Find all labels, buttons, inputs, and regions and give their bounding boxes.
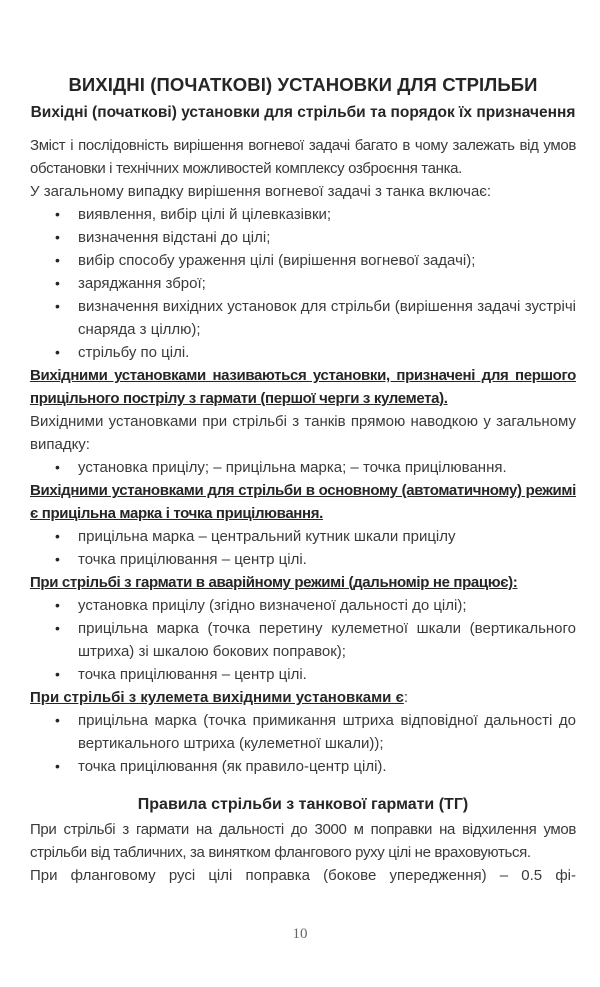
bullet-icon: • — [55, 666, 60, 682]
list-item: • прицільна марка – центральний кутник шкали прицілу — [30, 525, 576, 548]
mg-list — [30, 709, 576, 778]
mg-heading: При стрільбі з кулемета вихідними установками є — [30, 689, 404, 706]
list-item: • точка прицілювання – центр цілі. — [30, 663, 576, 686]
intro-paragraph: Зміст і послідовність вирішення вогневої задачі багато в чому залежать від умов обстановки і технічних можливостей комплексу озброєння танка. — [30, 137, 576, 177]
section-subtitle: Вихідні (початкові) установки для стрільби та порядок їх призначення — [30, 104, 576, 121]
direct-fire-intro: Вихідними установками при стрільбі з танків прямою наводкою у загальному випадку: — [30, 413, 576, 453]
bullet-icon: • — [55, 712, 60, 728]
bullet-icon: • — [55, 275, 60, 291]
steps-list — [30, 203, 576, 364]
bullet-icon: • — [55, 344, 60, 360]
list-item: • стрільбу по цілі. — [30, 341, 576, 364]
emergency-heading: При стрільбі з гармати в аварійному режимі (дальномір не працює): — [30, 574, 518, 591]
bullet-icon: • — [55, 620, 60, 636]
list-item: • прицільна марка (точка примикання штриха відповідної дальності до вертикального штриха (кулеметної шкали)); — [30, 709, 576, 755]
page-title: ВИХІДНІ (ПОЧАТКОВІ) УСТАНОВКИ ДЛЯ СТРІЛЬБИ — [68, 74, 538, 95]
list-item: • точка прицілювання (як правило-центр цілі). — [30, 755, 576, 778]
rules-paragraph-1: При стрільбі з гармати на дальності до 3000 м поправки на відхилення умов стрільби від табличних, за винятком флангового руху цілі не враховуються. — [30, 821, 576, 861]
mg-heading-line: При стрільбі з кулемета вихідними установками є: — [30, 689, 409, 706]
page-content — [30, 70, 576, 887]
auto-mode-heading: Вихідними установками для стрільби в основному (автоматичному) режимі є прицільна марка і точка прицілювання. — [30, 482, 576, 522]
page-number: 10 — [292, 926, 308, 942]
list-item: • визначення вихідних установок для стрільби (вирішення задачі зустрічі снаряда з ціллю); — [30, 295, 576, 341]
bullet-icon: • — [55, 229, 60, 245]
list-item: • установка прицілу; – прицільна марка; – точка прицілювання. — [30, 456, 576, 479]
general-case-paragraph: У загальному випадку вирішення вогневої задачі з танка включає: — [30, 183, 492, 200]
list-item: • точка прицілювання – центр цілі. — [30, 548, 576, 571]
list-item: • виявлення, вибір цілі й цілевказівки; — [30, 203, 576, 226]
bullet-icon: • — [55, 459, 60, 475]
list-item: • установка прицілу (згідно визначеної дальності до цілі); — [30, 594, 576, 617]
rules-paragraph-2: При фланговому русі цілі поправка (бокове упередження) – 0.5 фі- — [30, 867, 576, 884]
list-item: • прицільна марка (точка перетину кулеметної шкали (вертикального штриха) зі шкалою бокових поправок); — [30, 617, 576, 663]
bullet-icon: • — [55, 252, 60, 268]
list-item: • визначення відстані до цілі; — [30, 226, 576, 249]
bullet-icon: • — [55, 528, 60, 544]
emergency-list — [30, 594, 576, 686]
auto-mode-list — [30, 525, 576, 571]
list-item: • вибір способу ураження цілі (вирішення вогневої задачі); — [30, 249, 576, 272]
rules-title: Правила стрільби з танкової гармати (ТГ) — [137, 796, 469, 813]
bullet-icon: • — [55, 298, 60, 314]
bullet-icon: • — [55, 758, 60, 774]
bullet-icon: • — [55, 206, 60, 222]
list-item: • заряджання зброї; — [30, 272, 576, 295]
direct-fire-list — [30, 456, 576, 479]
definition-heading: Вихідними установками називаються установки, призначені для першого прицільного пострілу з гармати (першої черги з кулемета). — [30, 367, 576, 407]
bullet-icon: • — [55, 551, 60, 567]
bullet-icon: • — [55, 597, 60, 613]
